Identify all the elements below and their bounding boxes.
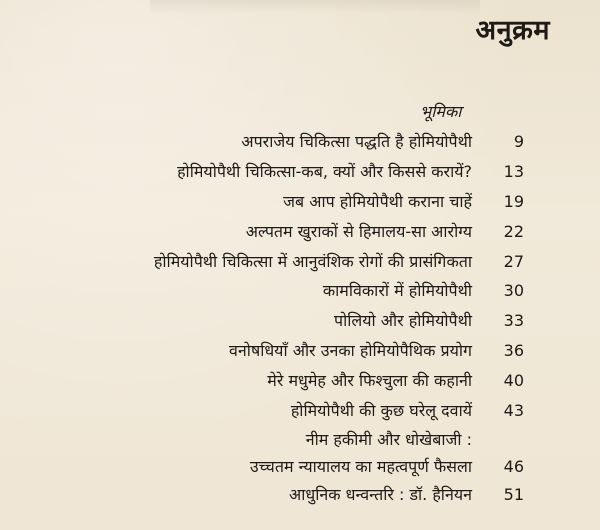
toc-entry-title: अपराजेय चिकित्सा पद्धति है होमियोपैथी <box>241 132 472 151</box>
page-title: अनुक्रम <box>475 15 550 46</box>
toc-entry[interactable] <box>0 396 600 426</box>
toc-entry-page: 30 <box>503 281 524 301</box>
table-of-contents <box>0 127 600 510</box>
toc-entry-title: जब आप होमियोपैथी कराना चाहें <box>283 191 472 211</box>
toc-entry[interactable] <box>0 276 600 306</box>
toc-entry-page: 27 <box>503 251 524 271</box>
toc-entry-title: अल्पतम खुराकों से हिमालय-सा आरोग्य <box>245 221 472 241</box>
toc-entry-page: 22 <box>503 221 524 241</box>
toc-entry-page: 43 <box>503 401 524 421</box>
toc-entry-page: 9 <box>513 132 524 151</box>
toc-entry-title: मेरे मधुमेह और फिश्चुला की कहानी <box>267 371 472 391</box>
toc-entry[interactable] <box>0 426 600 453</box>
toc-entry-title: कामविकारों में होमियोपैथी <box>322 281 472 301</box>
toc-entry-title: आधुनिक धन्वन्तरि : डॉ. हैनियन <box>289 484 472 504</box>
toc-entry-page: 13 <box>503 161 524 181</box>
toc-entry[interactable] <box>0 336 600 366</box>
intro-label: भूमिका <box>420 102 462 121</box>
toc-entry-page: 36 <box>503 341 524 361</box>
toc-entry-title: नीम हकीमी और धोखेबाजी : <box>305 429 472 449</box>
toc-entry[interactable] <box>0 306 600 336</box>
toc-entry-page: 33 <box>503 311 524 331</box>
toc-entry-title: वनोषधियाँ और उनका होमियोपैथिक प्रयोग <box>229 341 472 361</box>
toc-entry[interactable] <box>0 366 600 396</box>
toc-entry-page: 46 <box>503 456 524 476</box>
toc-entry[interactable] <box>0 480 600 510</box>
toc-entry[interactable] <box>0 453 600 480</box>
toc-entry-page: 40 <box>503 371 524 391</box>
toc-entry-page: 51 <box>503 484 524 504</box>
toc-entry-title: उच्चतम न्यायालय का महत्वपूर्ण फैसला <box>249 456 472 476</box>
toc-entry-title: होमियोपैथी की कुछ घरेलू दवायें <box>290 401 472 421</box>
toc-entry[interactable] <box>0 247 600 277</box>
toc-entry-page: 19 <box>503 191 524 211</box>
toc-entry[interactable] <box>0 217 600 247</box>
toc-entry-title: होमियोपैथी चिकित्सा-कब, क्यों और किससे करायें? <box>177 161 472 181</box>
page-bleed-shadow <box>150 0 480 14</box>
toc-entry[interactable] <box>0 157 600 187</box>
toc-entry[interactable] <box>0 187 600 217</box>
toc-entry[interactable] <box>0 127 600 157</box>
toc-entry-title: होमियोपैथी चिकित्सा में आनुवंशिक रोगों की प्रासंगिकता <box>153 251 472 271</box>
toc-entry-title: पोलियो और होमियोपैथी <box>334 311 472 331</box>
